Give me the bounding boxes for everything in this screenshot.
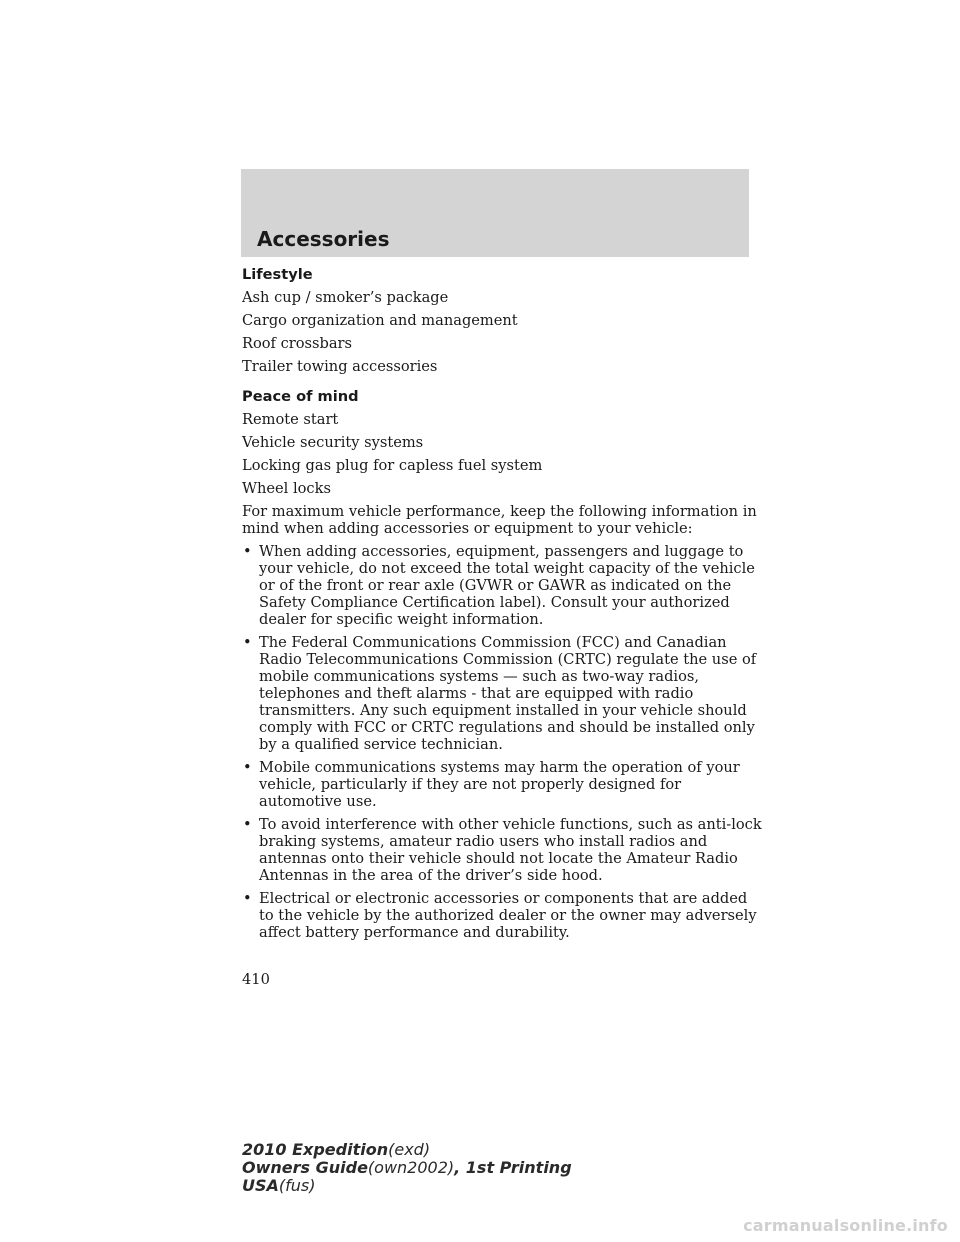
bullet-text: Mobile communications systems may harm the operation of your vehicle, particularly if they are not properly designed for automotive use. (259, 759, 740, 810)
bullet-list (242, 543, 762, 941)
list-item: Locking gas plug for capless fuel system (242, 457, 543, 474)
heading-lifestyle: Lifestyle (242, 266, 313, 283)
bullet-text: Electrical or electronic accessories or components that are added to the vehicle by the authorized dealer or the owner may adversely affect battery performance and durability. (259, 890, 757, 941)
heading-peace-of-mind: Peace of mind (242, 388, 359, 405)
document-footer (242, 1141, 572, 1195)
footer-market: USA (242, 1176, 279, 1195)
section-header-band (241, 169, 749, 257)
list-item: Wheel locks (242, 480, 331, 497)
intro-paragraph: For maximum vehicle performance, keep the following information in mind when adding accessories or equipment to your vehicle: (242, 503, 757, 537)
list-item: Ash cup / smoker’s package (242, 289, 449, 306)
footer-guide: Owners Guide (242, 1158, 368, 1177)
footer-guide-code: (own2002) (367, 1158, 455, 1177)
bullet-item (242, 759, 762, 810)
bullet-text: The Federal Communications Commission (FCC) and Canadian Radio Telecommunications Commission (CRTC) regulate the use of mobile communications systems — such as two-way radios, telephones and theft alarms - that are equipped with radio transmitters. Any such equipment installed in your vehicle should comply with FCC or CRTC regulations and should be installed only by a qualified service technician. (259, 634, 757, 753)
footer-market-code: (fus) (278, 1176, 316, 1195)
list-item: Remote start (242, 411, 339, 428)
bullet-item (242, 634, 762, 753)
bullet-icon: • (243, 890, 252, 907)
bullet-text: To avoid interference with other vehicle functions, such as anti-lock braking systems, amateur radio users who install radios and antennas onto their vehicle should not locate the Amateur Radio Antennas in the area of the driver’s side hood. (259, 816, 762, 884)
page-content (242, 266, 762, 947)
list-item: Trailer towing accessories (242, 358, 438, 375)
bullet-icon: • (243, 759, 252, 776)
section-title: Accessories (257, 227, 390, 251)
bullet-item (242, 816, 762, 884)
page-number: 410 (242, 971, 270, 988)
bullet-item (242, 543, 762, 628)
list-item: Roof crossbars (242, 335, 353, 352)
footer-line-3 (242, 1177, 572, 1195)
footer-line-1 (242, 1141, 572, 1159)
footer-line-2 (242, 1159, 572, 1177)
watermark: carmanualsonline.info (743, 1216, 948, 1235)
bullet-item (242, 890, 762, 941)
list-item: Vehicle security systems (242, 434, 424, 451)
list-item: Cargo organization and management (242, 312, 518, 329)
footer-model: 2010 Expedition (242, 1140, 389, 1159)
bullet-icon: • (243, 634, 252, 651)
footer-printing: , 1st Printing (454, 1158, 572, 1177)
bullet-icon: • (243, 816, 252, 833)
footer-model-code: (exd) (388, 1140, 431, 1159)
bullet-text: When adding accessories, equipment, passengers and luggage to your vehicle, do not exceed the total weight capacity of the vehicle or of the front or rear axle (GVWR or GAWR as indicated on the Safety Compliance Certification label). Consult your authorized dealer for specific weight information. (259, 543, 755, 628)
bullet-icon: • (243, 543, 252, 560)
